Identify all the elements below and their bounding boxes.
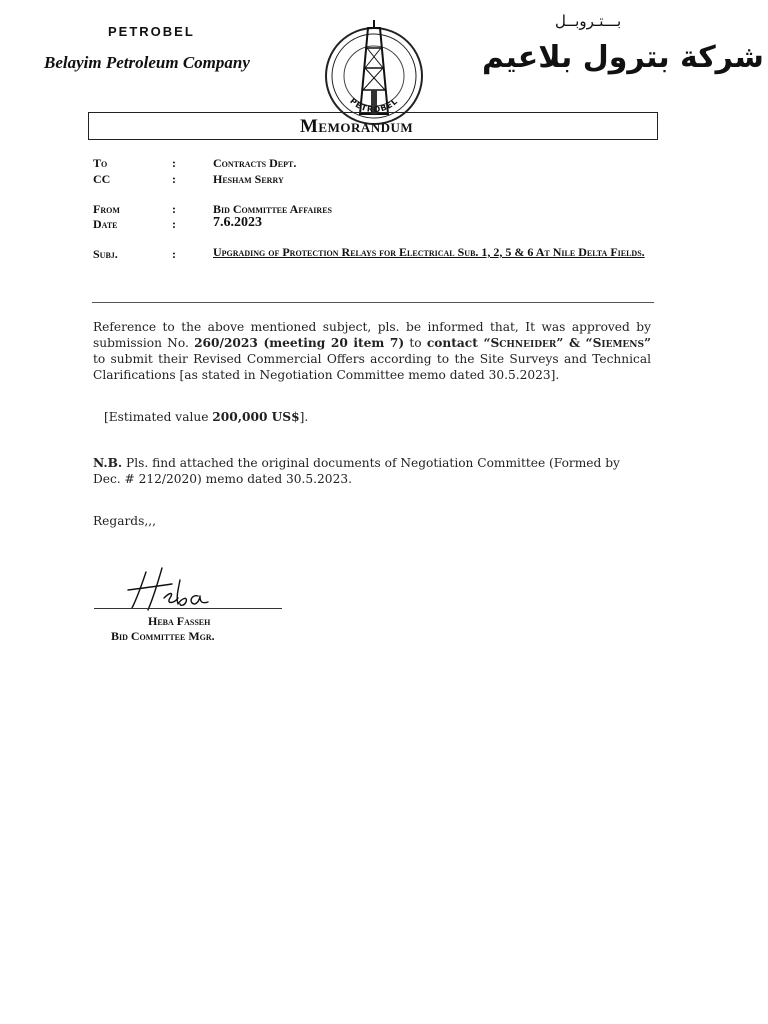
brand-name-arabic: بـــتـروبــل xyxy=(555,12,622,30)
handwritten-signature xyxy=(124,566,214,612)
from-value: Bid Committee Affaires xyxy=(213,202,332,216)
body-paragraph-note: N.B. Pls. find attached the original documents of Negotiation Committee (Formed by Dec. # 212/2020) memo dated 30.5.2023. xyxy=(93,456,620,486)
estimated-value: 200,000 US$ xyxy=(212,410,300,424)
signer-title: Bid Committee Mgr. xyxy=(111,629,215,643)
body-paragraph-estimate: [Estimated value 200,000 US$]. xyxy=(104,410,309,424)
cc-value: Hesham Serry xyxy=(213,172,284,186)
to-label: To xyxy=(93,156,108,170)
company-name-arabic: شركة بترول بلاعيم xyxy=(482,40,764,75)
signature-line xyxy=(94,608,282,609)
subject-label: Subj. xyxy=(93,247,118,261)
seal-text: PETROBEL xyxy=(348,96,400,115)
from-colon: : xyxy=(172,202,176,216)
company-name-english: Belayim Petroleum Company xyxy=(44,53,250,72)
body-paragraph-approval: Reference to the above mentioned subject, pls. be informed that, It was approved by submission No. 260/2023 (meeting 20 item 7) to contact “Schneider” & “Siemens” to submit their Revised Commercial Offers according to the Site Surveys and Technical Clarifications [as stated in Negotiation Committee memo dated 30.5.2023]. xyxy=(93,320,652,382)
to-colon: : xyxy=(172,156,176,170)
submission-number: 260/2023 xyxy=(194,336,258,350)
date-label: Date xyxy=(93,217,118,231)
cc-colon: : xyxy=(172,172,176,186)
brand-name: PETROBEL xyxy=(108,24,195,39)
signer-name: Heba Fasseh xyxy=(148,614,211,628)
to-value: Contracts Dept. xyxy=(213,156,297,170)
contractor-names: “Schneider” & “Siemens” xyxy=(477,336,652,350)
memo-title: Memorandum xyxy=(300,116,414,137)
date-value: 7.6.2023 xyxy=(213,215,262,230)
subject-value: Upgrading of Protection Relays for Electrical Sub. 1, 2, 5 & 6 At Nile Delta Fields. xyxy=(213,245,645,259)
subject-colon: : xyxy=(172,247,176,261)
header-divider xyxy=(92,302,654,303)
date-colon: : xyxy=(172,217,176,231)
closing-regards: Regards,,, xyxy=(93,514,156,528)
cc-label: CC xyxy=(93,172,111,186)
from-label: From xyxy=(93,202,120,216)
meeting-reference: (meeting 20 item 7) xyxy=(257,336,405,350)
